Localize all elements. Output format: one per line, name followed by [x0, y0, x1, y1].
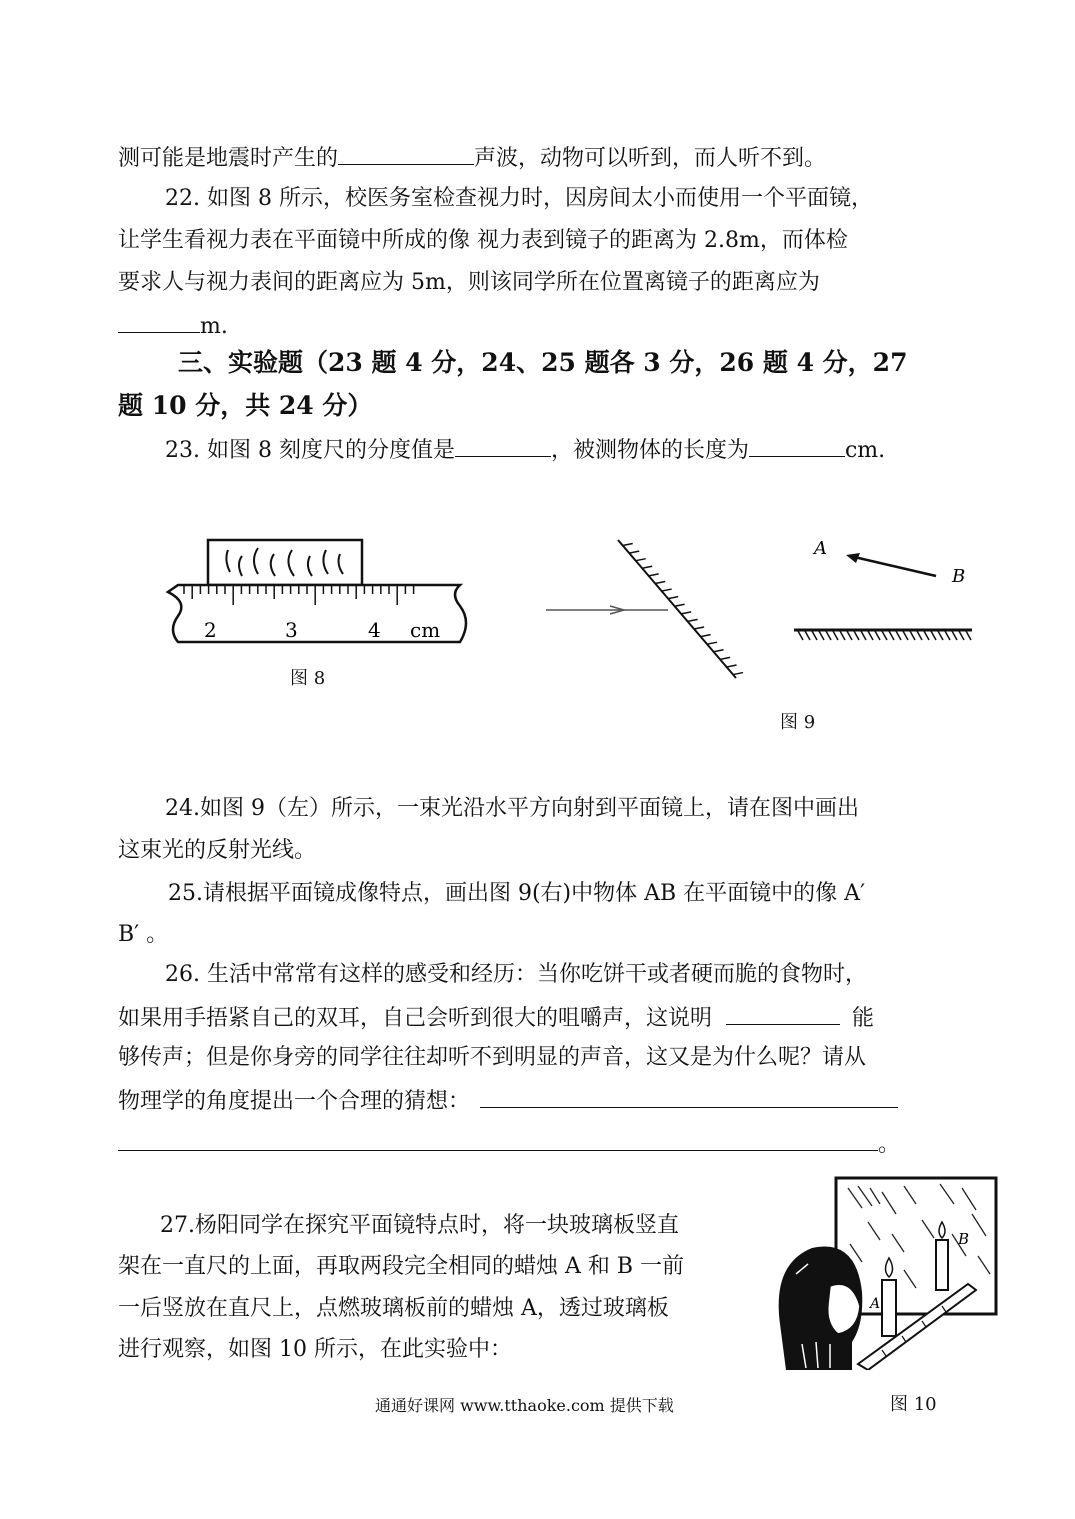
q27-line1: 27.杨阳同学在探究平面镜特点时，将一块玻璃板竖直 [160, 1213, 679, 1238]
q27-line2: 架在一直尺的上面，再取两段完全相同的蜡烛 A 和 B 一前 [118, 1254, 685, 1279]
q22-line1: 22. 如图 8 所示，校医务室检查视力时，因房间太小而使用一个平面镜， [165, 186, 873, 211]
q22-answer-blank[interactable] [118, 314, 200, 333]
ruler-unit: cm [410, 618, 441, 642]
figure-8-ruler [160, 532, 480, 657]
tick-label-4: 4 [368, 618, 381, 642]
q22-line4 [118, 314, 228, 338]
q25-line2: B′ 。 [118, 922, 169, 947]
q25-line1: 25.请根据平面镜成像特点，画出图 9(右)中物体 AB 在平面镜中的像 A′ [168, 881, 866, 906]
object-ab-arrow [850, 556, 936, 576]
q21-text: 测可能是地震时产生的 [118, 146, 339, 171]
q22-line3: 要求人与视力表间的距离应为 5m，则该同学所在位置离镜子的距离应为 [118, 270, 820, 295]
q21-text-end: 声波，动物可以听到，而人听不到。 [474, 146, 827, 171]
q23-text1: 23. 如图 8 刻度尺的分度值是 [165, 438, 455, 463]
figure-9-caption: 图 9 [780, 712, 816, 733]
q26-guess-blank-1[interactable] [480, 1089, 898, 1108]
candle-b-flame [939, 1222, 945, 1238]
q26-line2 [118, 1006, 874, 1030]
candle-a [882, 1280, 896, 1336]
q26-text-end: 能 [852, 1006, 875, 1031]
q26-text: 如果用手捂紧自己的双耳，自己会听到很大的咀嚼声，这说明 [118, 1006, 713, 1031]
object-ab-arrowhead [846, 553, 860, 563]
tick-label-2: 2 [204, 618, 217, 642]
q26-period: 。 [878, 1132, 901, 1157]
q24-line1: 24.如图 9（左）所示，一束光沿水平方向射到平面镜上，请在图中画出 [165, 796, 859, 821]
q26-line5 [118, 1132, 900, 1156]
candle-b-label: B [958, 1230, 970, 1248]
q24-line2: 这束光的反射光线。 [118, 838, 317, 863]
q23-text3: cm. [844, 438, 886, 463]
q26-prompt: 物理学的角度提出一个合理的猜想： [118, 1089, 471, 1114]
q26-answer-blank[interactable] [726, 1006, 840, 1025]
figure-8-caption: 图 8 [290, 668, 326, 689]
figure-9-right-object [790, 530, 975, 650]
q23-blank-division[interactable] [455, 438, 551, 457]
footer-source: 通通好课网 www.tthaoke.com 提供下载 [375, 1396, 674, 1415]
q26-line4 [118, 1089, 898, 1113]
figure-10-illustration [772, 1174, 1000, 1370]
q27-line4: 进行观察，如图 10 所示，在此实验中： [118, 1337, 512, 1362]
q23-line [165, 438, 885, 462]
q23-text2: ，被测物体的长度为 [550, 438, 749, 463]
q26-line1: 26. 生活中常常有这样的感受和经历：当你吃饼干或者硬而脆的食物时， [165, 962, 867, 987]
figure-9-left-mirror [540, 530, 760, 700]
section-heading-line2: 题 10 分，共 24 分） [118, 391, 373, 420]
q23-blank-length[interactable] [749, 438, 845, 457]
horizontal-mirror-hatching [798, 631, 971, 640]
q27-line3: 一后竖放在直尺上，点燃玻璃板前的蜡烛 A，透过玻璃板 [118, 1296, 669, 1321]
label-a: A [814, 538, 827, 559]
mirror-hatching [623, 544, 743, 675]
q26-guess-blank-2[interactable] [118, 1132, 878, 1151]
q21-answer-blank[interactable] [338, 146, 474, 165]
label-b: B [952, 566, 966, 587]
q22-unit: m. [200, 314, 228, 339]
figure-10-caption: 图 10 [890, 1394, 937, 1415]
section-heading-line1: 三、实验题（23 题 4 分，24、25 题各 3 分，26 题 4 分，27 [178, 348, 908, 377]
q21-line [118, 146, 826, 170]
q22-line2: 让学生看视力表在平面镜中所成的像 视力表到镜子的距离为 2.8m，而体检 [118, 228, 848, 253]
tick-label-3: 3 [285, 618, 298, 642]
candle-a-label: A [870, 1296, 881, 1312]
q26-line3: 够传声；但是你身旁的同学往往却听不到明显的声音，这又是为什么呢？请从 [118, 1045, 867, 1070]
candle-b [936, 1240, 948, 1290]
